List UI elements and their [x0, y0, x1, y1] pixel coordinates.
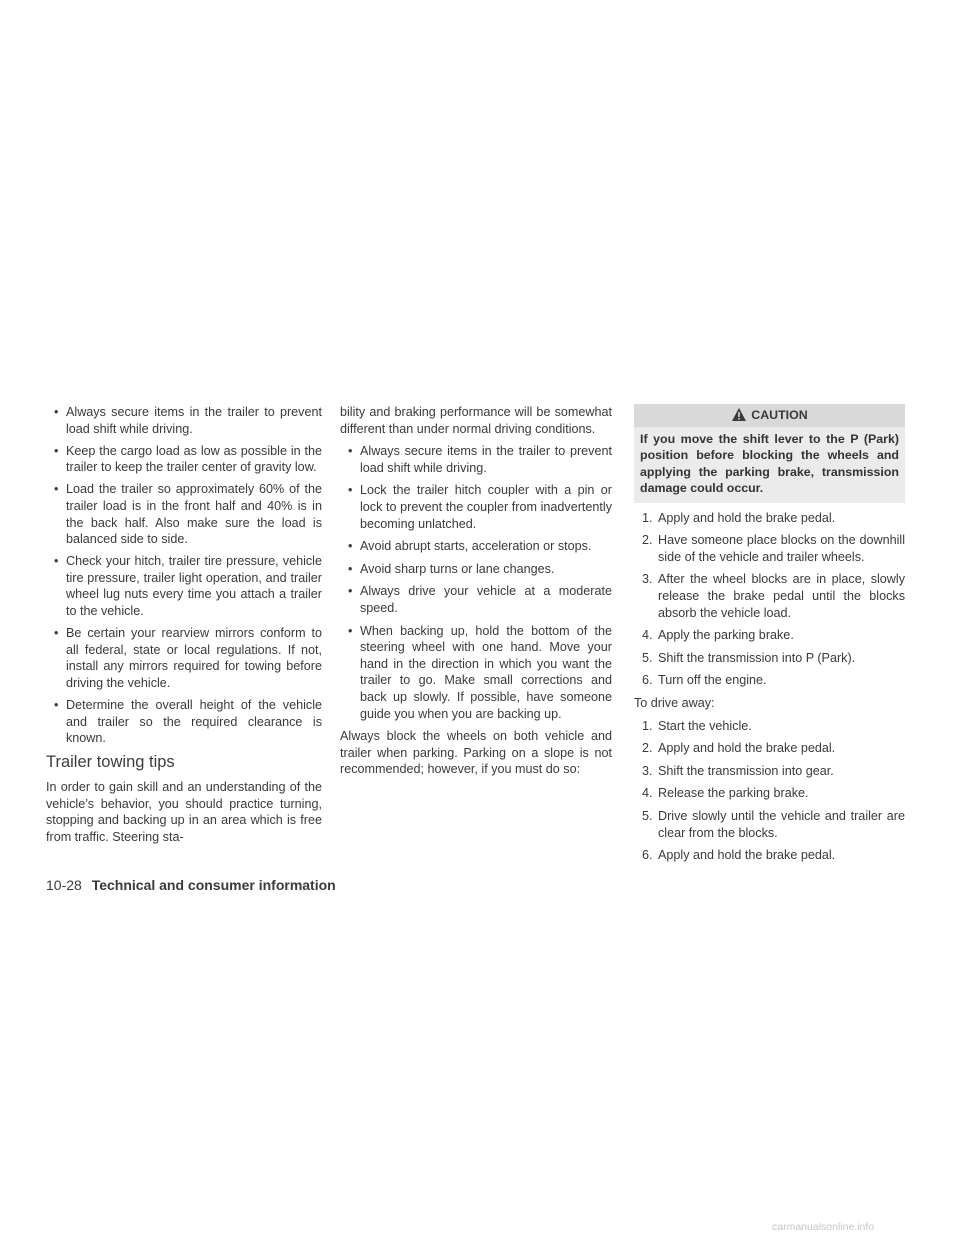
- list-item: [634, 847, 905, 864]
- list-item: • Lock the trailer hitch coupler with a pin or lock to prevent the coupler from inadvertently becoming unlatched.: [340, 482, 612, 532]
- step-number: 2.: [642, 741, 653, 756]
- step-number: 3.: [642, 572, 653, 587]
- step-number: 5.: [642, 650, 653, 665]
- list-item: • When backing up, hold the bottom of the steering wheel with one hand. Move your hand in the direction in which you want the trailer to go. Make small corrections and back up slowly. If possible, have someone guide you when you are backing up.: [340, 623, 612, 723]
- bullet-list-loading: [46, 404, 322, 747]
- drive-away-label: To drive away:: [634, 695, 715, 710]
- list-item: [634, 763, 905, 780]
- step-text: Drive slowly until the vehicle and trailer are clear from the blocks.: [658, 808, 905, 840]
- step-text: Turn off the engine.: [658, 673, 767, 688]
- list-item: • Load the trailer so approximately 60% of the trailer load is in the front half and 40% is in the back half. Also make sure the load is balanced side to side.: [46, 481, 322, 547]
- step-number: 5.: [642, 808, 653, 823]
- list-item: [634, 532, 905, 565]
- step-text: Release the parking brake.: [658, 786, 809, 801]
- step-text: Apply and hold the brake pedal.: [658, 848, 836, 863]
- paragraph-continued: bility and braking performance will be somewhat different than under normal driving conditions.: [340, 405, 612, 436]
- list-item: • Determine the overall height of the vehicle and trailer so the required clearance is known.: [46, 697, 322, 747]
- warning-triangle-icon: [731, 407, 747, 422]
- step-text: Have someone place blocks on the downhill side of the vehicle and trailer wheels.: [658, 533, 905, 564]
- step-number: 4.: [642, 628, 653, 643]
- caution-header: [634, 404, 905, 427]
- step-text: Apply the parking brake.: [658, 628, 794, 643]
- list-item: • Always drive your vehicle at a moderate speed.: [340, 583, 612, 616]
- page-footer: [46, 877, 336, 894]
- list-item: • Avoid sharp turns or lane changes.: [340, 561, 612, 578]
- column-3: [634, 404, 905, 870]
- step-text: Apply and hold the brake pedal.: [658, 510, 836, 525]
- caution-text: If you move the shift lever to the P (Park) position before blocking the wheels and applying the parking brake, transmission damage could occur.: [634, 427, 905, 503]
- page-number: 10-28: [46, 877, 82, 893]
- list-item: [634, 718, 905, 735]
- step-number: 6.: [642, 673, 653, 688]
- list-item: • Always secure items in the trailer to prevent load shift while driving.: [46, 404, 322, 437]
- bullet-list-driving: [340, 443, 612, 722]
- step-number: 1.: [642, 510, 653, 525]
- step-text: Apply and hold the brake pedal.: [658, 741, 836, 756]
- parking-steps-list: [634, 510, 905, 689]
- list-item: [634, 571, 905, 621]
- step-number: 1.: [642, 718, 653, 733]
- column-1: [46, 404, 322, 852]
- paragraph-parking: Always block the wheels on both vehicle and trailer when parking. Parking on a slope is not recommended; however, if you must do so:: [340, 729, 612, 777]
- list-item: [634, 650, 905, 667]
- list-item: [634, 627, 905, 644]
- list-item: [634, 808, 905, 841]
- column-2: [340, 404, 612, 784]
- step-text: After the wheel blocks are in place, slowly release the brake pedal until the blocks absorb the vehicle load.: [658, 572, 905, 620]
- list-item: [634, 740, 905, 757]
- list-item: [634, 785, 905, 802]
- section-heading: Trailer towing tips: [46, 753, 175, 772]
- caution-label: CAUTION: [751, 408, 808, 422]
- step-number: 4.: [642, 786, 653, 801]
- step-number: 6.: [642, 848, 653, 863]
- step-text: Shift the transmission into P (Park).: [658, 650, 856, 665]
- chapter-title: Technical and consumer information: [91, 877, 336, 893]
- step-text: Start the vehicle.: [658, 718, 752, 733]
- list-item: • Be certain your rearview mirrors conform to all federal, state or local regulations. If not, install any mirrors required for towing before driving the vehicle.: [46, 625, 322, 691]
- caution-box: [634, 404, 905, 503]
- watermark: carmanualsonline.info: [772, 1221, 875, 1233]
- list-item: [634, 510, 905, 527]
- step-number: 2.: [642, 533, 653, 548]
- list-item: • Keep the cargo load as low as possible in the trailer to keep the trailer center of gravity low.: [46, 443, 322, 476]
- paragraph-intro: In order to gain skill and an understanding of the vehicle’s behavior, you should practice turning, stopping and backing up in an area which is free from traffic. Steering sta-: [46, 780, 322, 845]
- list-item: • Avoid abrupt starts, acceleration or stops.: [340, 538, 612, 555]
- drive-away-steps-list: [634, 718, 905, 864]
- list-item: [634, 672, 905, 689]
- list-item: • Check your hitch, trailer tire pressure, vehicle tire pressure, trailer light operation, and trailer wheel lug nuts every time you attach a trailer to the vehicle.: [46, 553, 322, 619]
- list-item: • Always secure items in the trailer to prevent load shift while driving.: [340, 443, 612, 476]
- step-number: 3.: [642, 763, 653, 778]
- step-text: Shift the transmission into gear.: [658, 763, 834, 778]
